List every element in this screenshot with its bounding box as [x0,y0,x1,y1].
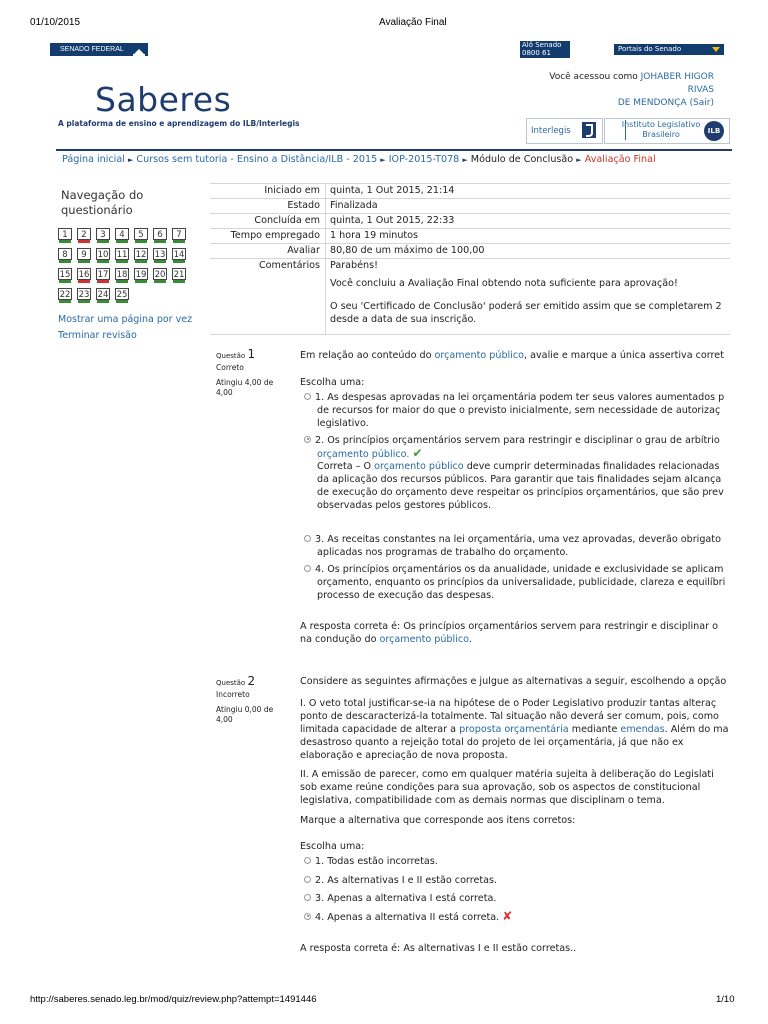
quiz-nav-button[interactable] [172,248,186,260]
portais-dropdown[interactable] [614,44,724,55]
interlegis-icon [582,122,596,138]
quiz-nav-button-label: 17 [97,270,109,280]
q2-p1-l3 [300,723,730,737]
radio-icon[interactable] [304,857,311,864]
q1-state: Correto [216,363,244,372]
q1-answer-l2a: na condução do [300,634,377,645]
summary-value: quinta, 1 Out 2015, 22:33 [330,215,455,226]
q2-label: Questão [216,679,246,687]
q2-instruction: Marque a alternativa que corresponde aos itens corretos: [300,815,576,826]
senado-emblem-icon [133,44,145,55]
q1-option-2[interactable] [304,434,730,448]
summary-label: Iniciado em [264,185,320,196]
quiz-nav-button[interactable] [153,268,167,280]
interlegis-label: Interlegis [531,126,571,136]
summary-value: quinta, 1 Out 2015, 21:14 [330,185,455,196]
quiz-nav-button-label: 12 [135,250,147,260]
correct-indicator [78,260,90,263]
correct-indicator [154,260,166,263]
correct-indicator [135,260,147,263]
q2-info [216,674,288,725]
correct-indicator [78,300,90,303]
q1-answer-l2 [300,633,730,647]
quiz-nav-button-label: 14 [173,250,185,260]
summary-label: Estado [287,200,320,211]
quiz-nav-button[interactable] [134,268,148,280]
summary-row [210,243,730,259]
quiz-nav-button[interactable] [172,268,186,280]
correct-indicator [135,280,147,283]
q1-opt1-l2: de recursos for maior do que o previsto inicialmente, sem necessidade de autorizaç [317,405,721,416]
q1-feedback-l3: de execução do orçamento deve respeitar os princípios orçamentários, que são prev [317,487,724,498]
quiz-nav-button[interactable] [96,248,110,260]
quiz-nav-button-label: 22 [59,290,71,300]
q1-opt3-l2: aplicadas nos programas de trabalho do orçamento. [317,547,569,558]
radio-icon[interactable] [304,535,311,542]
summary-label: Comentários [258,260,320,271]
logout-link[interactable]: (Sair) [689,98,714,108]
q2-option-2[interactable] [304,874,730,888]
breadcrumb-home[interactable]: Página inicial [62,154,125,165]
quiz-nav-button-label: 10 [97,250,109,260]
quiz-nav-button-label: 13 [154,250,166,260]
breadcrumb-sep: ► [462,156,468,164]
print-date: 01/10/2015 [30,17,81,28]
quiz-nav-button[interactable] [77,288,91,300]
correct-indicator [173,240,185,243]
breadcrumb [62,154,732,165]
quiz-nav-button[interactable] [134,248,148,260]
q1-fb-link[interactable]: orçamento público [374,461,464,472]
q1-choose: Escolha uma: [300,377,365,388]
correct-indicator [59,240,71,243]
quiz-nav-button[interactable] [58,248,72,260]
quiz-nav-button-label: 9 [81,250,87,260]
q1-opt2-l2[interactable]: orçamento público. [317,449,410,460]
quiz-nav-button[interactable] [77,268,91,280]
summary-value: Parabéns! [330,260,378,271]
check-icon: ✔ [412,447,423,460]
quiz-nav-button[interactable] [153,228,167,240]
chevron-down-icon [712,47,720,52]
summary-row [210,198,730,214]
radio-icon[interactable] [304,894,311,901]
correct-indicator [59,280,71,283]
radio-icon[interactable] [304,565,311,572]
quiz-nav-button-label: 23 [78,290,90,300]
q1-prompt-link[interactable]: orçamento público [434,350,525,361]
summary-label: Tempo empregado [230,230,320,241]
quiz-nav-button[interactable] [172,228,186,240]
radio-icon[interactable] [304,393,311,400]
q2-p2-l1: II. A emissão de parecer, como em qualquer matéria sujeita à deliberação do Legislati [300,769,714,780]
quiz-nav-button-label: 25 [116,290,128,300]
print-title: Avaliação Final [379,17,447,28]
q2-p1-l3a: limitada capacidade de alterar a [300,724,457,735]
summary-label: Concluída em [254,215,320,226]
q2-prompt: Considere as seguintes afirmações e julgue as alternativas a seguir, escolhendo a opção [300,676,727,687]
breadcrumb-current: Avaliação Final [584,154,656,165]
quiz-nav-button-label: 21 [173,270,185,280]
q2-choose: Escolha uma: [300,841,365,852]
q2-answer: A resposta correta é: As alternativas I e II estão corretas.. [300,943,577,954]
q1-grade-l2: 4,00 [216,388,233,397]
cross-icon: ✘ [502,910,513,923]
summary-row [210,258,730,274]
q1-opt2-l1: 2. Os princípios orçamentários servem para restringir e disciplinar o grau de arbítrio [315,435,720,446]
correct-indicator [116,300,128,303]
user-name-link[interactable]: JOHABER HIGOR RIVAS [640,72,714,95]
summary-row [210,183,730,199]
summary-row [210,213,730,229]
q2-option-4[interactable] [304,910,730,925]
q2-option-3[interactable] [304,892,730,906]
user-name-line2[interactable]: DE MENDONÇA [617,98,687,108]
correct-indicator [173,280,185,283]
correct-indicator [116,260,128,263]
quiz-nav-button[interactable] [153,248,167,260]
quiz-nav-button-label: 16 [78,270,90,280]
correct-indicator [154,280,166,283]
radio-selected-icon[interactable] [304,913,311,920]
correct-indicator [135,240,147,243]
q1-prompt [300,349,730,363]
quiz-nav-button[interactable] [96,268,110,280]
breadcrumb-courses[interactable]: Cursos sem tutoria - Ensino a Distância/ILB - 2015 [136,154,378,165]
correct-indicator [116,280,128,283]
q2-p1-l5: elaboração e apreciação de nova proposta. [300,750,508,761]
nav-title [61,188,143,218]
alo-line2: 0800 61 2211 [522,49,551,65]
ilb-logo[interactable] [604,118,730,144]
summary-value: 80,80 de um máximo de 100,00 [330,245,485,256]
q1-opt1-l3: legislativo. [317,418,369,429]
quiz-nav-button[interactable] [58,228,72,240]
incorrect-indicator [78,280,90,283]
quiz-nav-button[interactable] [58,288,72,300]
quiz-nav-button[interactable] [115,248,129,260]
quiz-nav-button[interactable] [115,268,129,280]
interlegis-logo[interactable] [526,118,603,144]
q1-feedback-l2: da aplicação dos recursos públicos. Para garantir que tais finalidades sejam alcança [317,474,722,485]
q2-opt4-label: 4. Apenas a alternativa II está correta. [315,912,500,923]
quiz-nav-button-label: 24 [97,290,109,300]
quiz-nav-button-label: 3 [100,230,106,240]
correct-indicator [97,240,109,243]
correct-indicator [154,240,166,243]
summary-value: Finalizada [330,200,378,211]
summary-label: Avaliar [287,245,320,256]
q2-p1-link1[interactable]: proposta orçamentária [459,724,569,735]
nav-title-line2: questionário [61,203,133,217]
radio-selected-icon[interactable] [304,436,311,443]
q2-p1-l3b: mediante [571,724,618,735]
quiz-nav-button-label: 7 [176,230,182,240]
q2-option-1[interactable] [304,855,730,869]
q2-opt3-label: 3. Apenas a alternativa I está correta. [315,893,497,904]
quiz-nav-button-label: 8 [62,250,68,260]
ilb-line2: Brasileiro [642,130,680,139]
site-title[interactable]: Saberes [95,80,232,119]
correct-indicator [97,260,109,263]
senado-label: SENADO FEDERAL [60,46,124,53]
comment-p1: Você concluiu a Avaliação Final obtendo nota suficiente para aprovação! [330,278,678,289]
user-prefix: Você acessou como [549,72,638,82]
comment-p2-l2: desde a data de sua inscrição. [330,314,477,325]
q1-number: 1 [247,347,256,361]
summary-value: 1 hora 19 minutos [330,230,419,241]
q2-state: Incorreto [216,690,250,699]
q1-opt1-l1: 1. As despesas aprovadas na lei orçamentária podem ter seus valores aumentados p [315,392,725,403]
quiz-nav-button[interactable] [77,228,91,240]
quiz-nav-button-label: 6 [157,230,163,240]
quiz-nav-button-label: 5 [138,230,144,240]
breadcrumb-sep: ► [576,156,582,164]
breadcrumb-sep: ► [380,156,386,164]
q2-p1-l4: desastroso quanto a rejeição total do projeto de lei orçamentária, já que não ex [300,737,684,748]
q1-answer-l2b: . [468,634,472,645]
print-url: http://saberes.senado.leg.br/mod/quiz/review.php?attempt=1491446 [30,994,317,1005]
quiz-nav-button[interactable] [96,228,110,240]
q1-option-1[interactable] [304,391,730,405]
nav-title-line1: Navegação do [61,188,144,202]
q1-opt4-l2: orçamento, enquanto os princípios da universalidade, publicidade, clareza e equilíbri [317,577,726,588]
correct-indicator [116,240,128,243]
q1-info [216,347,288,398]
summary-row [210,228,730,244]
question-grid [58,228,198,318]
ilb-line1: Instituto Legislativo [621,120,701,129]
q1-feedback-l4: observadas pelos gestores públicos. [317,500,492,511]
q1-option-4[interactable] [304,563,730,577]
finish-review-link[interactable]: Terminar revisão [58,330,137,341]
q1-option-3[interactable] [304,533,730,547]
q2-grade-l1: Atingiu 0,00 de [216,705,274,714]
summary-bottom-border [210,334,730,335]
comment-p2-l1: O seu 'Certificado de Conclusão' poderá ser emitido assim que se completarem 2 [330,301,722,312]
correct-indicator [59,260,71,263]
quiz-nav-button[interactable] [96,288,110,300]
quiz-navigation [56,184,201,344]
alo-line1: Alô Senado [522,41,562,49]
correct-indicator [97,300,109,303]
incorrect-indicator [97,280,109,283]
portais-label: Portais do Senado [618,45,682,53]
q1-opt4-l3: processo de execução das despesas. [317,590,495,601]
q1-label: Questão [216,352,246,360]
q1-answer-link[interactable]: orçamento público [379,634,469,645]
quiz-nav-button[interactable] [58,268,72,280]
summary-divider [325,183,326,335]
quiz-nav-button-label: 4 [119,230,125,240]
alo-senado-badge[interactable] [520,41,570,65]
q1-prompt-a: Em relação ao conteúdo do [300,350,432,361]
quiz-nav-button[interactable] [77,248,91,260]
quiz-nav-button-label: 2 [81,230,87,240]
q2-opt2-label: 2. As alternativas I e II estão corretas. [315,875,498,886]
correct-indicator [59,300,71,303]
quiz-nav-button[interactable] [134,228,148,240]
ilb-badge-icon: ILB [704,121,724,141]
quiz-nav-button[interactable] [115,228,129,240]
q2-p2-l3: legislativa, compatibilidade com as demais normas que disciplinam o tema. [300,795,665,806]
q2-p1-link2[interactable]: emendas [620,724,665,735]
q2-p1-l3c: . Além do ma [664,724,729,735]
quiz-nav-button-label: 20 [154,270,166,280]
q2-p1-l2: ponto de descaracterizá-la totalmente. Tal situação não deverá ser comum, pois, como [300,711,719,722]
quiz-nav-button-label: 19 [135,270,147,280]
q1-prompt-b: , avalie e marque a única assertiva corret [524,350,724,361]
print-page: 1/10 [716,994,735,1005]
q1-grade-l1: Atingiu 4,00 de [216,378,274,387]
incorrect-indicator [78,240,90,243]
q2-p1-l1: I. O veto total justificar-se-ia na hipótese de o Poder Legislativo produzir tantas alteraç [300,698,717,709]
radio-icon[interactable] [304,876,311,883]
quiz-nav-button[interactable] [115,288,129,300]
q2-p2-l2: sob exame reúne condições para sua aprovação, sob os aspectos de constitucional [300,782,701,793]
q1-fb-l1a: Correta – O [317,461,372,472]
q1-answer-l1: A resposta correta é: Os princípios orçamentários servem para restringir e disciplinar o [300,621,718,632]
user-info [530,71,714,110]
quiz-nav-button-label: 15 [59,270,71,280]
q2-opt1-label: 1. Todas estão incorretas. [315,856,438,867]
q1-feedback-l1 [317,460,730,474]
q1-opt3-l1: 3. As receitas constantes na lei orçamentária, uma vez aprovadas, deverão obrigato [315,534,721,545]
show-one-page-link[interactable]: Mostrar uma página por vez [58,314,193,325]
breadcrumb-course[interactable]: IOP-2015-T078 [388,154,460,165]
quiz-nav-button-label: 1 [62,230,68,240]
quiz-nav-button-label: 18 [116,270,128,280]
q1-opt4-l1: 4. Os princípios orçamentários os da anualidade, unidade e exclusividade se aplicam [315,564,724,575]
header-divider [56,149,732,151]
correct-indicator [173,260,185,263]
site-subtitle: A plataforma de ensino e aprendizagem do ILB/Interlegis [58,119,300,128]
q1-fb-l1b: deve cumprir determinadas finalidades relacionadas [466,461,720,472]
q2-grade-l2: 4,00 [216,715,233,724]
breadcrumb-module[interactable]: Módulo de Conclusão [470,154,574,165]
quiz-nav-button-label: 11 [116,250,128,260]
breadcrumb-sep: ► [127,156,134,164]
q2-number: 2 [247,674,256,688]
